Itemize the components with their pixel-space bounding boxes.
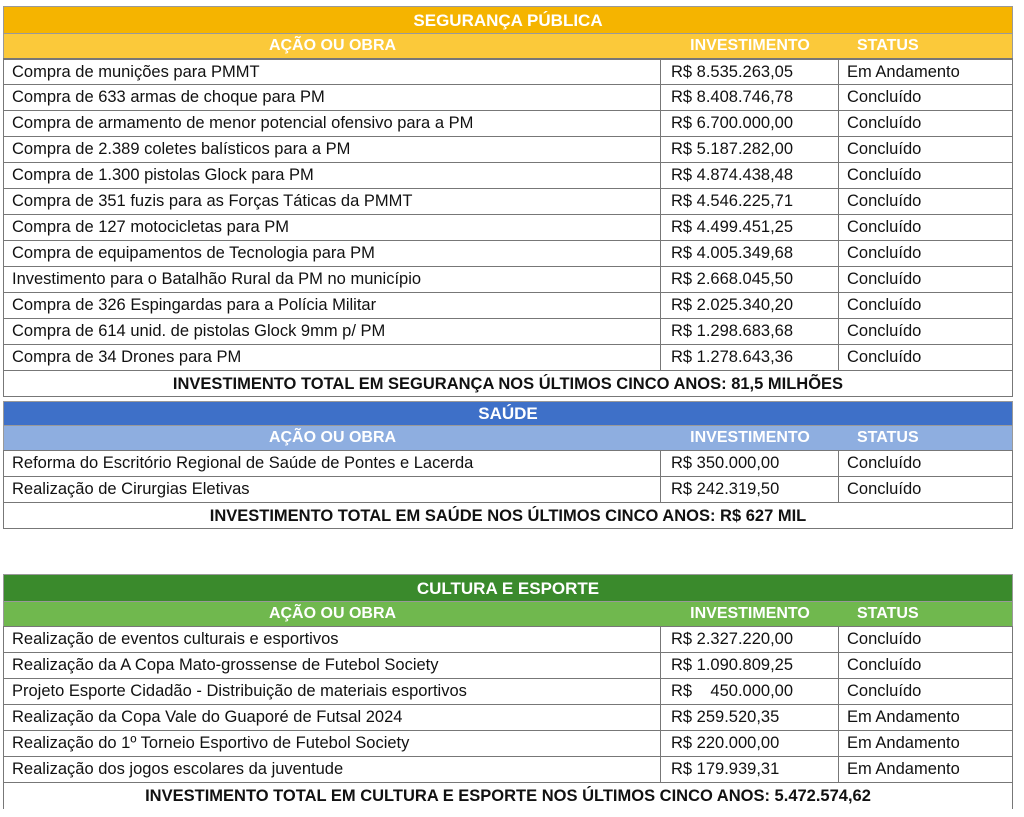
table-row [3,477,1013,503]
header-status: STATUS [857,605,919,622]
table-row [3,85,1013,111]
header-status: STATUS [857,37,919,54]
section-title: SAÚDE [3,401,1013,426]
cell-investimento: R$ 2.025.340,20 [661,293,839,318]
cell-status: Concluído [847,630,922,648]
header-investimento: INVESTIMENTO [690,429,810,446]
cell-acao: Compra de 34 Drones para PM [4,345,661,370]
cell-status: Em Andamento [847,734,960,752]
cell-acao: Compra de 2.389 coletes balísticos para a PM [4,137,661,162]
header-investimento: INVESTIMENTO [690,37,810,54]
table-row [3,137,1013,163]
total-row: INVESTIMENTO TOTAL EM CULTURA E ESPORTE NOS ÚLTIMOS CINCO ANOS: 5.472.574,62 [3,783,1013,809]
table-row [3,241,1013,267]
cell-status: Concluído [847,480,922,498]
table-row [3,679,1013,705]
table-header [3,426,1013,450]
table-row [3,163,1013,189]
cell-status: Concluído [847,270,922,288]
cell-investimento: R$ 179.939,31 [661,757,839,782]
table-row [3,345,1013,371]
cell-acao: Compra de 1.300 pistolas Glock para PM [4,163,661,188]
table-row [3,731,1013,757]
cell-status: Concluído [847,682,922,700]
cell-investimento: R$ 1.278.643,36 [661,345,839,370]
cell-acao: Compra de armamento de menor potencial ofensivo para a PM [4,111,661,136]
table-header [3,602,1013,626]
cell-acao: Compra de 614 unid. de pistolas Glock 9mm p/ PM [4,319,661,344]
cell-acao: Compra de 326 Espingardas para a Polícia Militar [4,293,661,318]
table-row [3,215,1013,241]
table-row [3,451,1013,477]
cell-status: Concluído [847,140,922,158]
table-row [3,705,1013,731]
cell-investimento: R$ 259.520,35 [661,705,839,730]
table-body [3,450,1013,503]
cell-investimento: R$ 8.535.263,05 [661,60,839,84]
cell-status: Concluído [847,88,922,106]
cell-status: Concluído [847,454,922,472]
cell-investimento: R$ 450.000,00 [661,679,839,704]
cell-investimento: R$ 4.005.349,68 [661,241,839,266]
cell-status: Concluído [847,114,922,132]
cell-investimento: R$ 242.319,50 [661,477,839,502]
cell-investimento: R$ 2.668.045,50 [661,267,839,292]
cell-status: Concluído [847,244,922,262]
table-row [3,627,1013,653]
saude-section [3,401,1013,529]
cell-investimento: R$ 6.700.000,00 [661,111,839,136]
cell-acao: Realização do 1º Torneio Esportivo de Futebol Society [4,731,661,756]
table-row [3,319,1013,345]
cell-acao: Realização dos jogos escolares da juventude [4,757,661,782]
table-row [3,267,1013,293]
cell-acao: Reforma do Escritório Regional de Saúde de Pontes e Lacerda [4,451,661,476]
cell-status: Em Andamento [847,760,960,778]
cell-acao: Compra de 351 fuzis para as Forças Táticas da PMMT [4,189,661,214]
cell-acao: Realização de Cirurgias Eletivas [4,477,661,502]
cell-status: Concluído [847,218,922,236]
cell-investimento: R$ 1.298.683,68 [661,319,839,344]
section-title: CULTURA E ESPORTE [3,574,1013,602]
cell-investimento: R$ 8.408.746,78 [661,85,839,110]
cell-acao: Investimento para o Batalhão Rural da PM no município [4,267,661,292]
cell-acao: Realização de eventos culturais e esportivos [4,627,661,652]
table-header [3,34,1013,58]
cell-acao: Realização da Copa Vale do Guaporé de Futsal 2024 [4,705,661,730]
cell-acao: Compra de 633 armas de choque para PM [4,85,661,110]
cell-status: Em Andamento [847,63,960,81]
table-row [3,59,1013,85]
table-body [3,58,1013,371]
cell-acao: Compra de munições para PMMT [4,60,661,84]
table-row [3,293,1013,319]
cell-status: Concluído [847,192,922,210]
cell-acao: Compra de 127 motocicletas para PM [4,215,661,240]
header-status: STATUS [857,429,919,446]
total-row: INVESTIMENTO TOTAL EM SAÚDE NOS ÚLTIMOS CINCO ANOS: R$ 627 MIL [3,503,1013,529]
table-body [3,626,1013,783]
cell-status: Concluído [847,322,922,340]
cell-investimento: R$ 220.000,00 [661,731,839,756]
cell-investimento: R$ 5.187.282,00 [661,137,839,162]
table-row [3,757,1013,783]
section-title: SEGURANÇA PÚBLICA [3,6,1013,34]
table-row [3,653,1013,679]
cell-acao: Compra de equipamentos de Tecnologia para PM [4,241,661,266]
table-row [3,111,1013,137]
cell-status: Concluído [847,296,922,314]
cell-investimento: R$ 4.499.451,25 [661,215,839,240]
header-investimento: INVESTIMENTO [690,605,810,622]
table-row [3,189,1013,215]
seguranca-section [3,6,1013,397]
cell-investimento: R$ 2.327.220,00 [661,627,839,652]
header-acao: AÇÃO OU OBRA [268,429,397,446]
header-acao: AÇÃO OU OBRA [268,605,397,622]
header-acao: AÇÃO OU OBRA [268,37,397,54]
cell-investimento: R$ 4.874.438,48 [661,163,839,188]
cell-status: Concluído [847,656,922,674]
cell-status: Em Andamento [847,708,960,726]
cell-investimento: R$ 4.546.225,71 [661,189,839,214]
cell-status: Concluído [847,166,922,184]
cell-status: Concluído [847,348,922,366]
cell-investimento: R$ 1.090.809,25 [661,653,839,678]
cell-acao: Realização da A Copa Mato-grossense de Futebol Society [4,653,661,678]
cell-acao: Projeto Esporte Cidadão - Distribuição de materiais esportivos [4,679,661,704]
total-row: INVESTIMENTO TOTAL EM SEGURANÇA NOS ÚLTIMOS CINCO ANOS: 81,5 MILHÕES [3,371,1013,397]
cultura-section [3,574,1013,809]
cell-investimento: R$ 350.000,00 [661,451,839,476]
